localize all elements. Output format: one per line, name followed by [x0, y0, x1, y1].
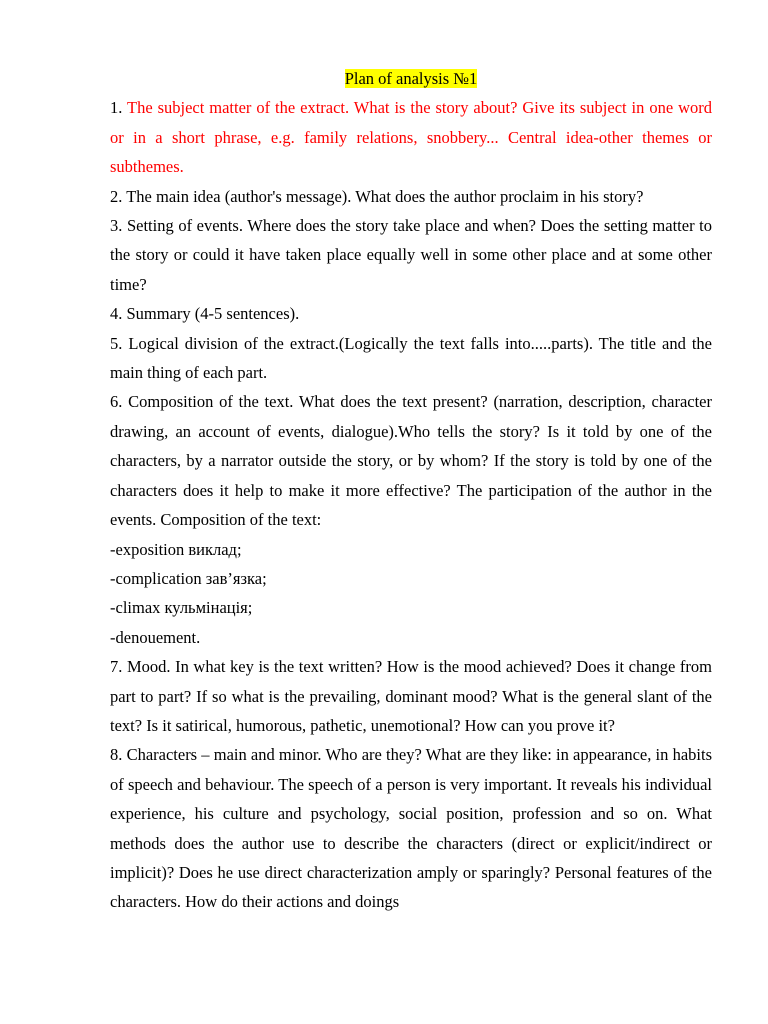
composition-exposition: -exposition виклад; — [110, 539, 242, 559]
item-6: 6. Composition of the text. What does the text present? (narration, description, character drawing, an account of events, dialogue).Who tells the story? Is it told by one of the characters, by a narrator outside the story, or by whom? If the story is told by one of the characters does it help to make it more effective? The participation of the author in the events. Composition of the text: — [110, 392, 712, 530]
item-4: 4. Summary (4-5 sentences). — [110, 304, 300, 324]
document-body — [110, 64, 712, 917]
item-1-text: The subject matter of the extract. What is the story about? Give its subject in one word or in a short phrase, e.g. family relations, snobbery... Central idea-other themes or subthemes. — [110, 98, 712, 177]
item-1 — [110, 93, 712, 181]
item-2: 2. The main idea (author's message). What does the author proclaim in his story? — [110, 186, 644, 206]
item-3: 3. Setting of events. Where does the story take place and when? Does the setting matter to the story or could it have taken place equally well in some other place and at some other time? — [110, 216, 712, 294]
page-title — [110, 64, 712, 93]
composition-denouement: -denouement. — [110, 627, 201, 647]
item-8: 8. Characters – main and minor. Who are they? What are they like: in appearance, in habits of speech and behaviour. The speech of a person is very important. It reveals his individual experience, his culture and psychology, social position, profession and so on. What methods does the author use to describe the characters (direct or explicit/indirect or implicit)? Does he use direct characterization amply or sparingly? Personal features of the characters. How do their actions and doings — [110, 745, 712, 912]
item-1-number: 1. — [110, 98, 128, 118]
title-highlight: Plan of analysis №1 — [344, 69, 478, 88]
composition-climax: -climax кульмінація; — [110, 598, 253, 618]
item-7: 7. Mood. In what key is the text written? How is the mood achieved? Does it change from part to part? If so what is the prevailing, dominant mood? What is the general slant of the text? Is it satirical, humorous, pathetic, unemotional? How can you prove it? — [110, 657, 712, 735]
composition-complication: -complication зав’язка; — [110, 568, 267, 588]
item-5: 5. Logical division of the extract.(Logically the text falls into.....parts). The title and the main thing of each part. — [110, 333, 712, 383]
